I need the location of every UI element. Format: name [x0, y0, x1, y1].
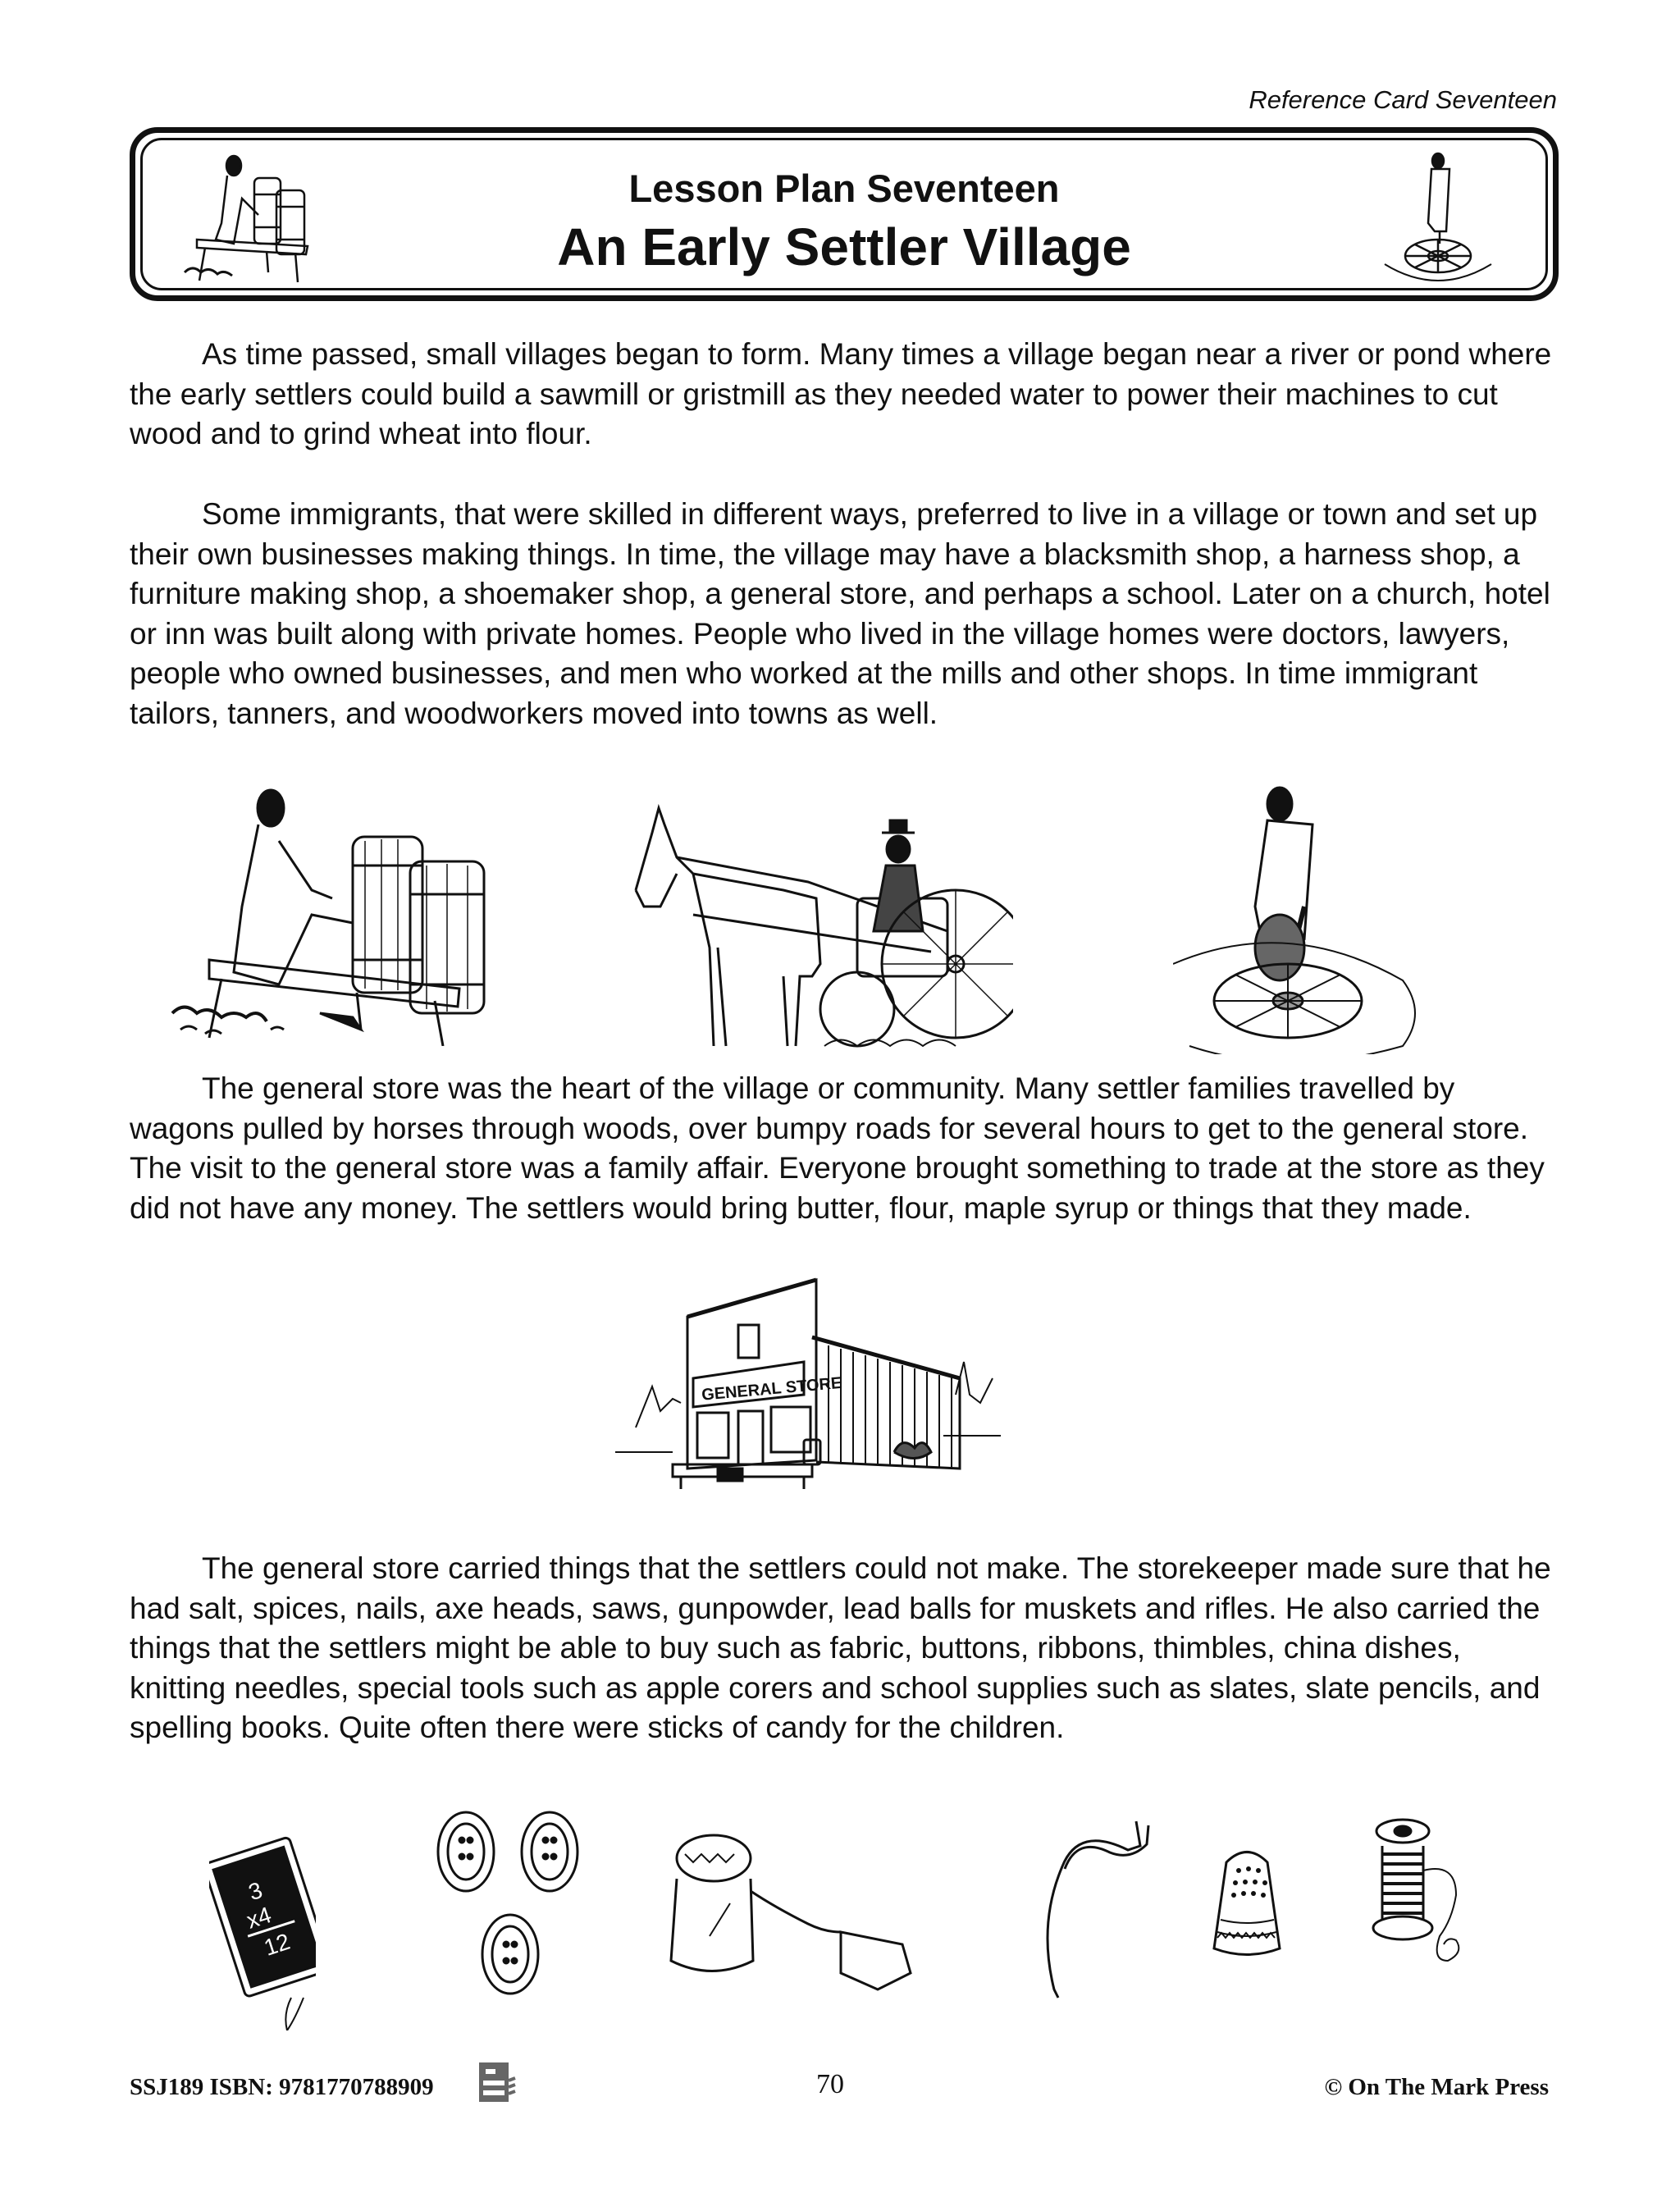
- paragraph-2-text: Some immigrants, that were skilled in different ways, preferred to live in a village or town and set up their own businesses making things. In time, the village may have a blacksmith shop, a harness shop, a furniture making shop, a shoemaker shop, a general store, and perhaps a school. Later on a church, hotel or inn was built along with private homes. People who lived in the village homes were doctors, lawyers, people who owned businesses, and men who worked at the mills and other shops. In time immigrant tailors, tanners, and woodworkers moved into towns as well.: [130, 497, 1550, 730]
- paragraph-3: [130, 1069, 1557, 1228]
- title-banner: [130, 127, 1559, 301]
- general-store-illustration: [615, 1272, 1009, 1493]
- slate-number-12: 12: [260, 1928, 294, 1961]
- paragraph-4-text: The general store carried things that the settlers could not make. The storekeeper made sure that he had salt, spices, nails, axe heads, saws, gunpowder, lead balls for muskets and rifles. He also carried the things that the settlers might be able to buy such as fabric, buttons, ribbons, thimbles, china dishes, knitting needles, special tools such as apple corers and school supplies such as slates, slate pencils, and spelling books. Quite often there were sticks of candy for the children.: [130, 1551, 1551, 1744]
- page-number: 70: [816, 2069, 844, 2099]
- horse-and-buggy-illustration: [619, 800, 1013, 1062]
- thimble-illustration: [1198, 1846, 1296, 1961]
- wheelwright-illustration-small: [1381, 149, 1495, 289]
- sack-with-tag-illustration: [656, 1829, 968, 1994]
- cooper-illustration: [156, 783, 517, 1046]
- slate-number-x4: x4: [243, 1902, 275, 1934]
- publisher-copyright: © On The Mark Press: [1324, 2074, 1549, 2100]
- printer-icon: [479, 2061, 520, 2103]
- slate-number-3: 3: [245, 1877, 266, 1906]
- slate-illustration: [209, 1825, 316, 2030]
- paragraph-2: [130, 495, 1557, 733]
- paragraph-1: [130, 335, 1557, 455]
- buttons-illustration: [427, 1809, 599, 2006]
- ribbon-illustration: [1001, 1813, 1165, 2002]
- paragraph-1-text: As time passed, small villages began to form. Many times a village began near a river or pond where the early settlers could build a sawmill or gristmill as they needed water to power their machines to cut wood and to grind wheat into flour.: [130, 337, 1552, 450]
- thread-spool-illustration: [1358, 1813, 1505, 1969]
- page-title: An Early Settler Village: [557, 217, 1131, 276]
- lesson-plan-heading: Lesson Plan Seventeen: [628, 167, 1060, 210]
- wheelwright-illustration: [1173, 783, 1444, 1054]
- reference-card-label: Reference Card Seventeen: [1249, 85, 1557, 114]
- paragraph-4: [130, 1549, 1557, 1748]
- footer-code-isbn: SSJ189 ISBN: 9781770788909: [130, 2074, 434, 2100]
- paragraph-3-text: The general store was the heart of the village or community. Many settler families travelled by wagons pulled by horses through woods, over bumpy roads for several hours to get to the general store. The visit to the general store was a family affair. Everyone brought something to trade at the store as they did not have any money. The settlers would bring butter, flour, maple syrup or things that they made.: [130, 1071, 1545, 1225]
- store-sign-text: GENERAL STORE: [701, 1373, 843, 1405]
